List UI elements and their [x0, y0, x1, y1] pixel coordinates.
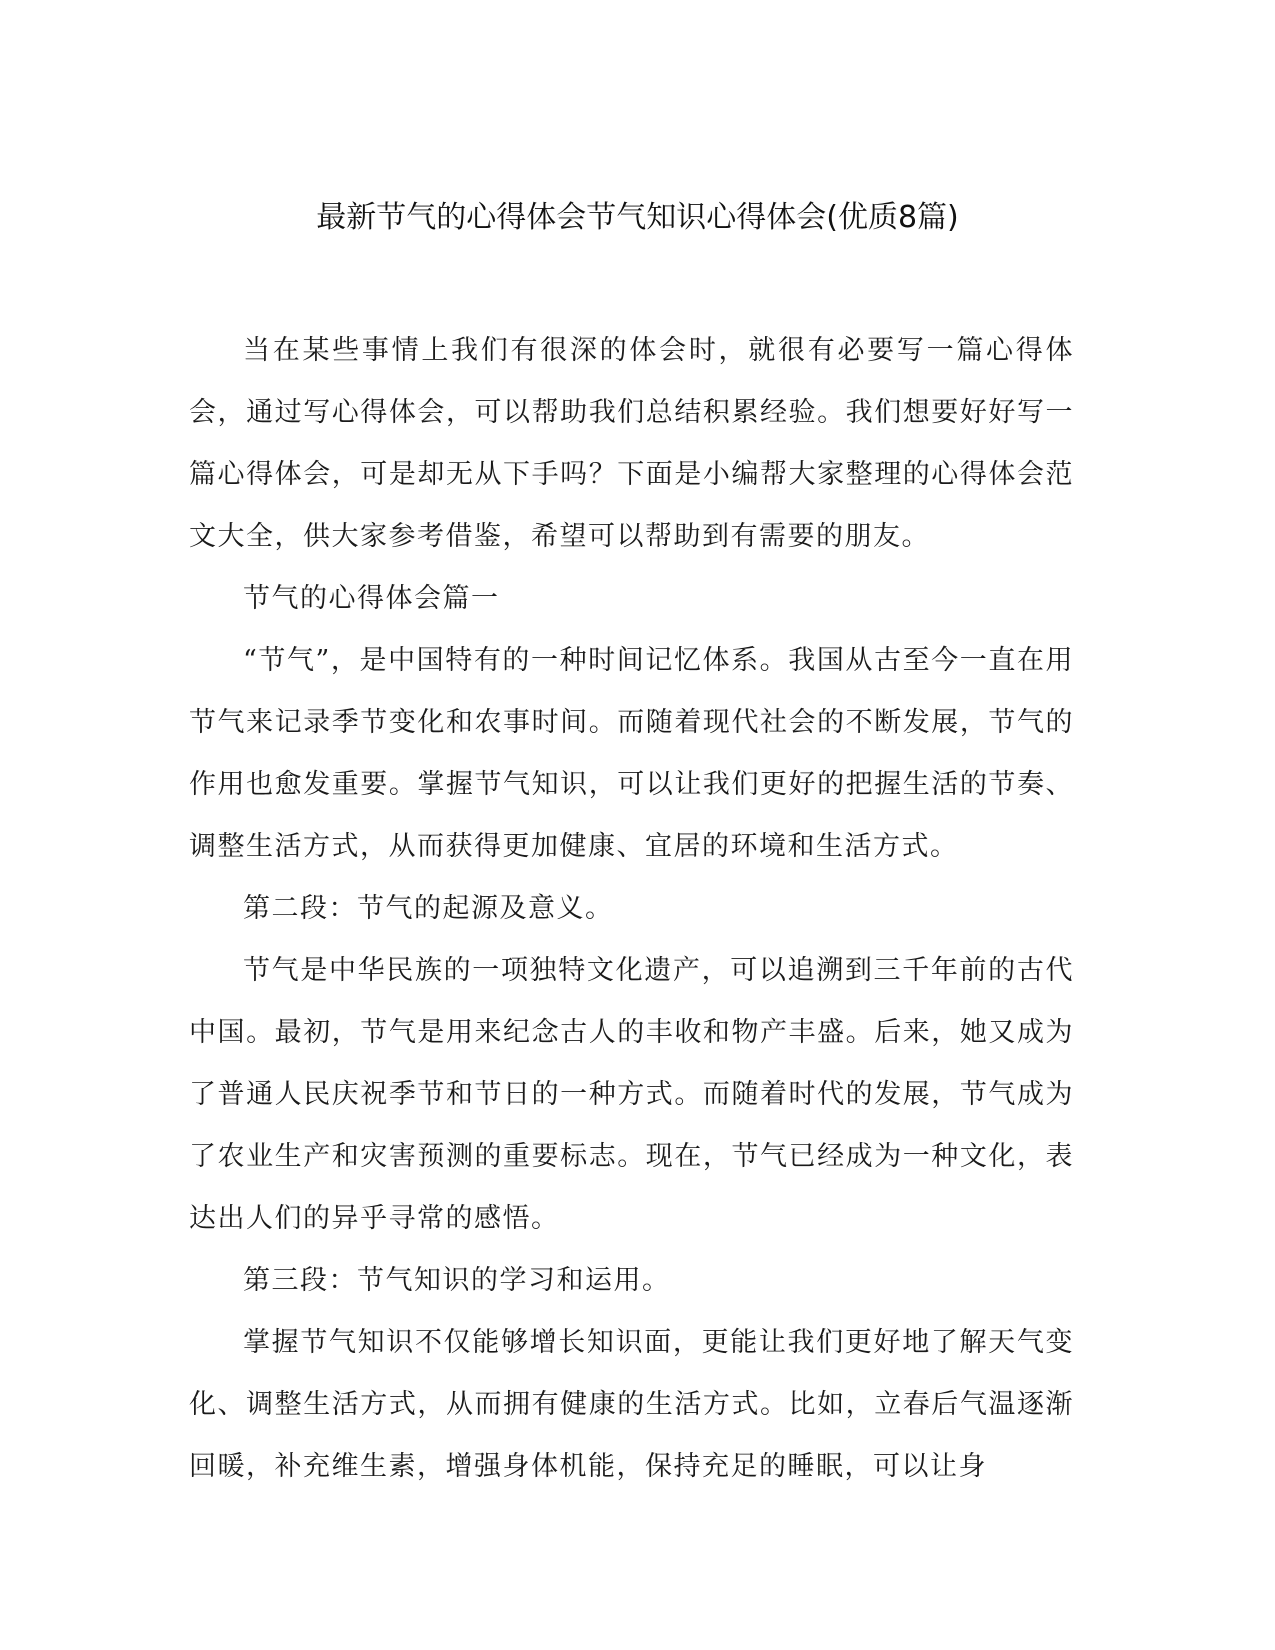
body-paragraph: “节气”，是中国特有的一种时间记忆体系。我国从古至今一直在用节气来记录季节变化和农事时间。而随着现代社会的不断发展，节气的作用也愈发重要。掌握节气知识，可以让我们更好的把握生活的节奏、调整生活方式，从而获得更加健康、宜居的环境和生活方式。: [189, 645, 1074, 862]
intro-paragraph: 当在某些事情上我们有很深的体会时，就很有必要写一篇心得体会，通过写心得体会，可以帮助我们总结积累经验。我们想要好好写一篇心得体会，可是却无从下手吗？下面是小编帮大家整理的心得体会范文大全，供大家参考借鉴，希望可以帮助到有需要的朋友。: [189, 335, 1074, 552]
body-paragraph: 节气是中华民族的一项独特文化遗产，可以追溯到三千年前的古代中国。最初，节气是用来纪念古人的丰收和物产丰盛。后来，她又成为了普通人民庆祝季节和节日的一种方式。而随着时代的发展，节气成为了农业生产和灾害预测的重要标志。现在，节气已经成为一种文化，表达出人们的异乎寻常的感悟。: [189, 955, 1074, 1234]
section-heading-second: 第二段：节气的起源及意义。: [243, 893, 614, 924]
section-heading-third: 第三段：节气知识的学习和运用。: [243, 1265, 671, 1296]
body-paragraph: 掌握节气知识不仅能够增长知识面，更能让我们更好地了解天气变化、调整生活方式，从而拥有健康的生活方式。比如，立春后气温逐渐回暖，补充维生素，增强身体机能，保持充足的睡眠，可以让身: [189, 1327, 1074, 1482]
document-body: [189, 320, 1074, 1498]
document-title: 最新节气的心得体会节气知识心得体会(优质8篇): [316, 200, 959, 235]
section-heading-part-one: 节气的心得体会篇一: [243, 583, 500, 614]
